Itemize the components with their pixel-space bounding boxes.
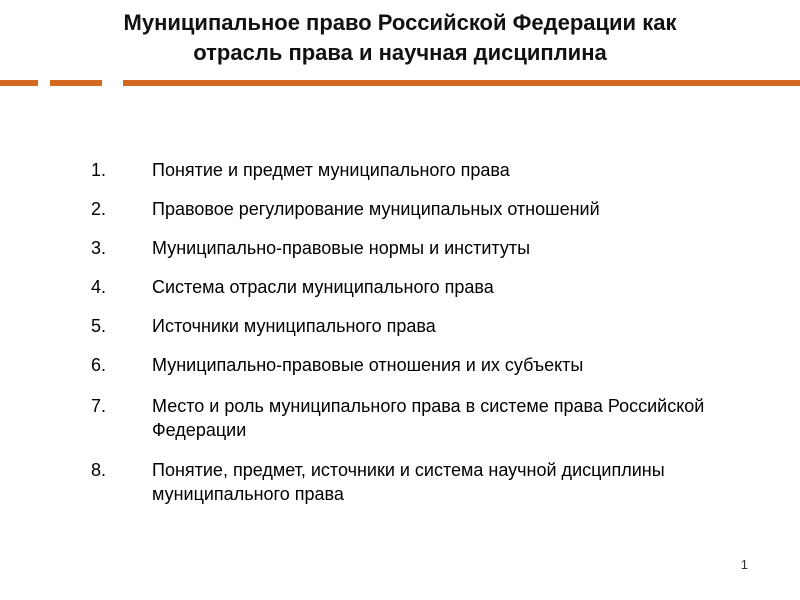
list-item: [91, 314, 771, 338]
accent-bar-long: [123, 80, 800, 86]
list-item-number: 5.: [91, 316, 107, 336]
accent-bar-short: [0, 80, 38, 86]
list-item: [91, 394, 771, 442]
list-item-number: 8.: [91, 460, 107, 480]
list-item-number: 3.: [91, 238, 107, 258]
list-item-number: 2.: [91, 199, 107, 219]
list-item-text: Муниципально-правовые отношения и их субъекты: [152, 355, 584, 375]
list-item: [91, 458, 771, 506]
slide-title: [40, 8, 760, 68]
list-item-text: Понятие, предмет, источники и система научной дисциплины муниципального права: [152, 460, 665, 504]
slide-title-line-1: Муниципальное право Российской Федерации как: [123, 10, 677, 35]
list-item: [91, 197, 771, 221]
topic-list: [91, 158, 771, 506]
list-item-text: Муниципально-правовые нормы и институты: [152, 238, 531, 258]
list-item-number: 7.: [91, 396, 107, 416]
accent-bar-medium: [50, 80, 102, 86]
list-item-number: 4.: [91, 277, 107, 297]
list-item: [91, 158, 771, 182]
list-item: [91, 275, 771, 299]
list-item-text: Место и роль муниципального права в системе права Российской Федерации: [152, 396, 705, 440]
list-item-number: 6.: [91, 355, 107, 375]
page-number: 1: [740, 557, 748, 572]
list-item-text: Система отрасли муниципального права: [152, 277, 494, 297]
list-item-text: Правовое регулирование муниципальных отношений: [152, 199, 600, 219]
slide-title-line-2: отрасль права и научная дисциплина: [193, 40, 607, 65]
list-item: [91, 236, 771, 260]
list-item-text: Понятие и предмет муниципального права: [152, 160, 510, 180]
list-item: [91, 353, 771, 377]
list-item-text: Источники муниципального права: [152, 316, 436, 336]
list-item-number: 1.: [91, 160, 107, 180]
